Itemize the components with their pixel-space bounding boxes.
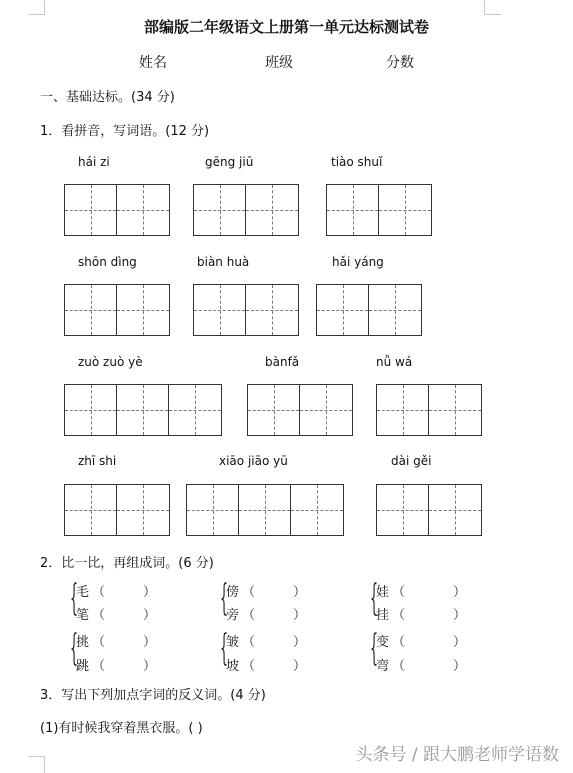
grid-cell[interactable]: [248, 385, 300, 435]
pinyin-label: hǎi yáng: [332, 255, 384, 269]
compare-char: 笔: [76, 608, 90, 623]
brace-icon: {: [70, 628, 79, 669]
answer-blank[interactable]: （ ）: [242, 659, 307, 674]
grid-cell[interactable]: [65, 385, 117, 435]
compare-char: 挂: [376, 608, 390, 623]
crop-mark-top-left: [28, 0, 45, 15]
grid-cell[interactable]: [194, 285, 246, 335]
answer-blank[interactable]: （ ）: [92, 608, 157, 623]
answer-blank[interactable]: （ ）: [392, 659, 467, 674]
pinyin-label: nǚ wá: [376, 355, 413, 369]
grid-cell[interactable]: [65, 285, 117, 335]
writing-grid[interactable]: [193, 184, 299, 236]
writing-grid[interactable]: [316, 284, 422, 336]
answer-blank[interactable]: （ ）: [92, 635, 157, 650]
grid-cell[interactable]: [65, 485, 117, 535]
grid-cell[interactable]: [327, 185, 379, 235]
crop-mark-bottom-left: [28, 756, 45, 773]
grid-cell[interactable]: [246, 285, 298, 335]
writing-grid[interactable]: [247, 384, 353, 436]
writing-grid[interactable]: [186, 484, 344, 536]
grid-cell[interactable]: [377, 485, 429, 535]
grid-cell[interactable]: [377, 385, 429, 435]
compare-char: 坡: [226, 659, 240, 674]
pinyin-label: bànfǎ: [265, 355, 300, 369]
grid-cell[interactable]: [117, 485, 169, 535]
page-title: 部编版二年级语文上册第一单元达标测试卷: [143, 18, 429, 36]
grid-cell[interactable]: [429, 385, 481, 435]
question-3-heading: 3．写出下列加点字词的反义词。(4 分): [40, 688, 266, 703]
compare-char: 毛: [76, 585, 90, 600]
grid-cell[interactable]: [117, 385, 169, 435]
grid-cell[interactable]: [317, 285, 369, 335]
writing-grid[interactable]: [64, 384, 222, 436]
grid-cell[interactable]: [246, 185, 298, 235]
grid-cell[interactable]: [194, 185, 246, 235]
grid-cell[interactable]: [169, 385, 221, 435]
compare-char: 弯: [376, 659, 390, 674]
grid-cell[interactable]: [429, 485, 481, 535]
answer-blank[interactable]: （ ）: [242, 585, 307, 600]
pinyin-label: zuò zuò yè: [78, 355, 143, 369]
class-label: 班级: [265, 55, 293, 71]
writing-grid[interactable]: [376, 484, 482, 536]
grid-cell[interactable]: [369, 285, 421, 335]
answer-blank[interactable]: （ ）: [242, 635, 307, 650]
brace-icon: {: [220, 578, 229, 619]
watermark: 头条号 / 跟大鹏老师学语数: [355, 745, 559, 765]
question-1-heading: 1．看拼音，写词语。(12 分): [40, 124, 210, 139]
answer-blank[interactable]: （ ）: [92, 659, 157, 674]
writing-grid[interactable]: [64, 284, 170, 336]
grid-cell[interactable]: [379, 185, 431, 235]
grid-cell[interactable]: [291, 485, 343, 535]
brace-icon: {: [370, 578, 379, 619]
compare-char: 变: [376, 635, 390, 650]
question-2-heading: 2．比一比，再组成词。(6 分): [40, 556, 214, 571]
brace-icon: {: [370, 628, 379, 669]
answer-blank[interactable]: （ ）: [392, 635, 467, 650]
answer-blank[interactable]: （ ）: [92, 585, 157, 600]
writing-grid[interactable]: [64, 184, 170, 236]
grid-cell[interactable]: [187, 485, 239, 535]
pinyin-label: zhī shi: [78, 454, 117, 468]
crop-mark-top-right: [484, 0, 501, 15]
grid-cell[interactable]: [117, 185, 169, 235]
writing-grid[interactable]: [376, 384, 482, 436]
score-label: 分数: [386, 55, 414, 71]
writing-grid[interactable]: [326, 184, 432, 236]
pinyin-label: dài gěi: [391, 454, 432, 468]
pinyin-label: xiāo jiāo yū: [219, 454, 288, 468]
pinyin-label: hái zi: [78, 155, 110, 169]
writing-grid[interactable]: [64, 484, 170, 536]
brace-icon: {: [70, 578, 79, 619]
section-heading: 一、基础达标。(34 分): [40, 90, 175, 105]
answer-blank[interactable]: （ ）: [242, 608, 307, 623]
grid-cell[interactable]: [300, 385, 352, 435]
question-3-item-1: (1)有时候我穿着黑衣服。( ): [40, 721, 203, 736]
name-label: 姓名: [139, 55, 167, 71]
grid-cell[interactable]: [239, 485, 291, 535]
pinyin-label: shōn dìng: [78, 255, 137, 269]
pinyin-label: tiào shuǐ: [331, 155, 383, 169]
answer-blank[interactable]: （ ）: [392, 608, 467, 623]
compare-char: 傍: [226, 585, 240, 600]
compare-char: 娃: [376, 585, 390, 600]
brace-icon: {: [220, 628, 229, 669]
grid-cell[interactable]: [65, 185, 117, 235]
writing-grid[interactable]: [193, 284, 299, 336]
grid-cell[interactable]: [117, 285, 169, 335]
compare-char: 挑: [76, 635, 90, 650]
answer-blank[interactable]: （ ）: [392, 585, 467, 600]
compare-char: 旁: [226, 608, 240, 623]
pinyin-label: biàn huà: [197, 255, 250, 269]
compare-char: 皱: [226, 635, 240, 650]
compare-char: 跳: [76, 659, 90, 674]
pinyin-label: gēng jiū: [205, 155, 254, 169]
